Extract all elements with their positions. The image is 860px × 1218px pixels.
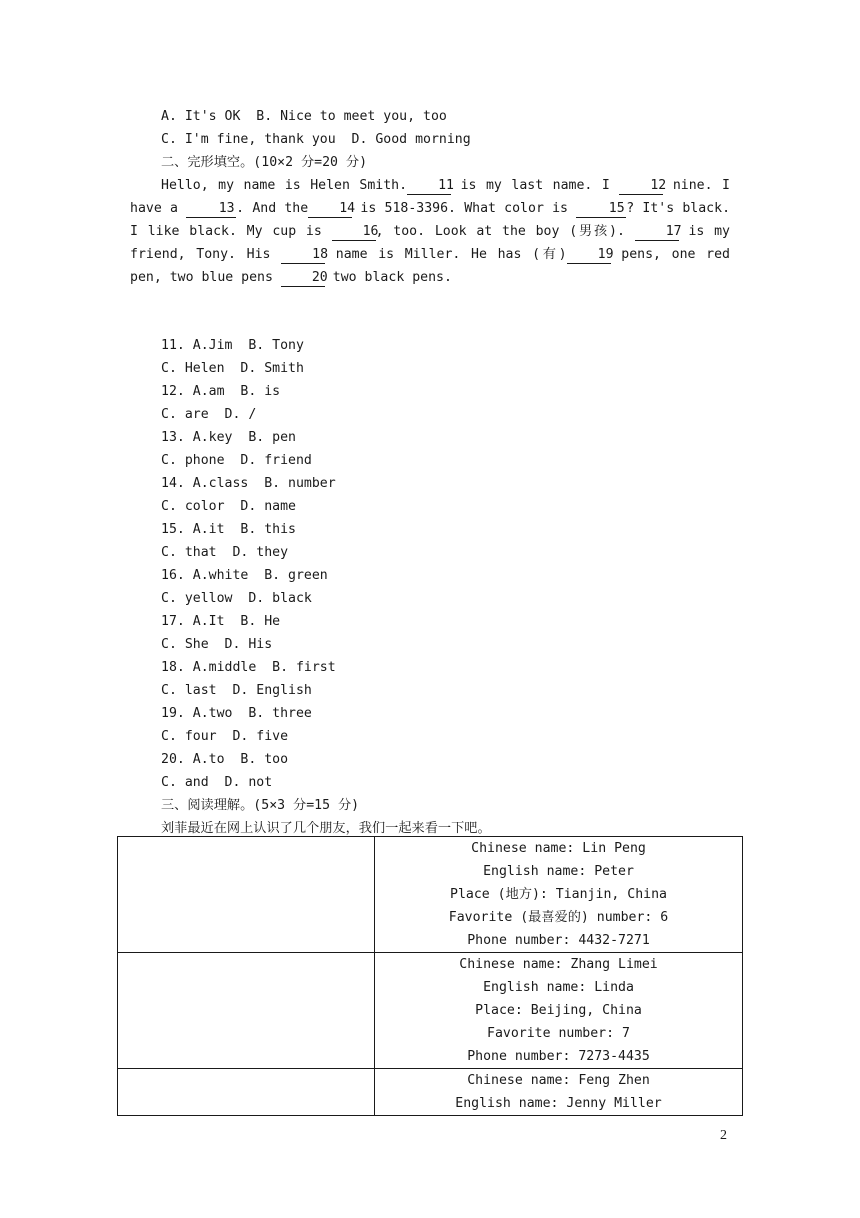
profile-line: Chinese name: Feng Zhen <box>467 1073 650 1088</box>
blank-15: 15 <box>576 201 626 218</box>
blank-13: 13 <box>186 201 236 218</box>
blank-11: 11 <box>407 178 451 195</box>
profile-line: Phone number: 4432-7271 <box>467 933 650 948</box>
table-row <box>118 1069 743 1116</box>
profile-line: English name: Jenny Miller <box>455 1096 662 1111</box>
cloze-option: 15. A.it B. this <box>161 522 296 537</box>
profile-line: Phone number: 7273-4435 <box>467 1049 650 1064</box>
cloze-option: 12. A.am B. is <box>161 384 281 399</box>
cloze-passage <box>130 174 730 289</box>
option-line: C. I'm fine, thank you D. Good morning <box>161 132 471 147</box>
profile-line: English name: Peter <box>483 864 634 879</box>
section-heading: 三、阅读理解。(5×3 分=15 分) <box>161 798 360 813</box>
blank-14: 14 <box>308 201 352 218</box>
profile-line: English name: Linda <box>483 980 634 995</box>
table-row <box>118 837 743 953</box>
passage-text: is my last name. I <box>451 178 620 193</box>
table-row <box>118 953 743 1069</box>
cloze-option: C. and D. not <box>161 775 273 790</box>
page-number: 2 <box>720 1128 727 1143</box>
profile-cell <box>375 837 743 953</box>
cloze-option: 11. A.Jim B. Tony <box>161 338 304 353</box>
cloze-option: 16. A.white B. green <box>161 568 328 583</box>
profile-photo-cell <box>118 837 375 953</box>
cloze-option: C. phone D. friend <box>161 453 312 468</box>
blank-17: 17 <box>635 224 679 241</box>
cloze-option: C. Helen D. Smith <box>161 361 304 376</box>
profile-cell <box>375 1069 743 1116</box>
blank-18: 18 <box>281 247 325 264</box>
section-heading: 二、完形填空。(10×2 分=20 分) <box>161 155 368 170</box>
cloze-option: 14. A.class B. number <box>161 476 336 491</box>
profile-line: Chinese name: Lin Peng <box>471 841 646 856</box>
passage-text: pens, one red pen, two blue pens <box>130 247 730 285</box>
cloze-option: C. four D. five <box>161 729 289 744</box>
passage-text: is my friend, Tony. His <box>130 224 730 262</box>
cloze-option: 17. A.It B. He <box>161 614 281 629</box>
cloze-option: C. last D. English <box>161 683 312 698</box>
cloze-option: C. that D. they <box>161 545 289 560</box>
blank-16: 16 <box>332 224 376 241</box>
profile-line: Favorite number: 7 <box>487 1026 630 1041</box>
reading-intro: 刘菲最近在网上认识了几个朋友，我们一起来看一下吧。 <box>161 821 491 836</box>
profile-line: Favorite (最喜爱的) number: 6 <box>448 910 669 925</box>
cloze-option: 18. A.middle B. first <box>161 660 336 675</box>
passage-text: is 518-3396. What color is <box>352 201 577 216</box>
passage-text: name is Miller. He has (有) <box>325 247 567 262</box>
cloze-option: C. are D. / <box>161 407 257 422</box>
profile-line: Chinese name: Zhang Limei <box>459 957 658 972</box>
passage-text: ? It's black. I like black. My cup is <box>130 201 731 239</box>
blank-19: 19 <box>567 247 611 264</box>
option-line: A. It's OK B. Nice to meet you, too <box>161 109 447 124</box>
passage-text: Hello, my name is Helen Smith. <box>161 178 408 193</box>
blank-12: 12 <box>619 178 663 195</box>
cloze-option: C. yellow D. black <box>161 591 312 606</box>
profile-line: Place: Beijing, China <box>475 1003 642 1018</box>
profile-cell <box>375 953 743 1069</box>
profile-line: Place (地方): Tianjin, China <box>450 887 667 902</box>
cloze-option: 19. A.two B. three <box>161 706 312 721</box>
cloze-option: 20. A.to B. too <box>161 752 289 767</box>
passage-text: , too. Look at the boy (男孩). <box>375 224 635 239</box>
passage-text: nine. I have a <box>130 178 730 216</box>
blank-20: 20 <box>281 270 325 287</box>
passage-text: . And the <box>236 201 309 216</box>
passage-text: two black pens. <box>324 270 452 285</box>
cloze-option: 13. A.key B. pen <box>161 430 296 445</box>
cloze-option: C. She D. His <box>161 637 273 652</box>
profile-table <box>117 836 743 1116</box>
profile-photo-cell <box>118 1069 375 1116</box>
profile-photo-cell <box>118 953 375 1069</box>
cloze-option: C. color D. name <box>161 499 296 514</box>
